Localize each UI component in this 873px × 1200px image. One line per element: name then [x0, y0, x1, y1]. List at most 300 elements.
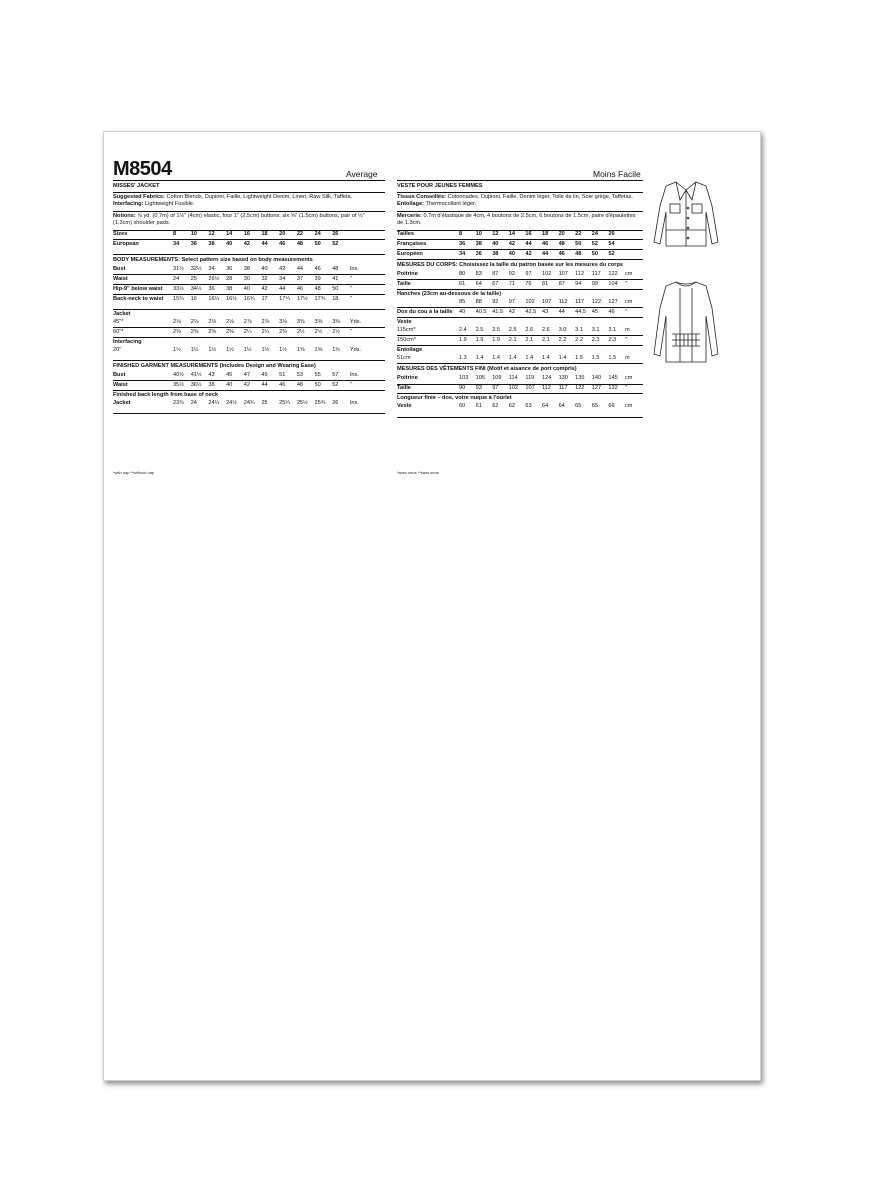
difficulty-level-en: Average	[346, 169, 378, 179]
unit-label: "	[349, 328, 352, 335]
cell-value: 107	[541, 299, 552, 306]
size-value: 22	[575, 231, 582, 238]
entoilage-heading-fr: Entoilage	[397, 345, 643, 355]
table-row	[113, 327, 385, 337]
cell-value: 38	[243, 266, 250, 273]
cell-value: 94	[575, 280, 582, 287]
unit-label: "	[349, 276, 352, 283]
size-value: 48	[296, 241, 304, 248]
notions-fr	[397, 211, 643, 230]
cell-value: 24	[173, 276, 180, 283]
row-label: Jacket	[113, 400, 131, 407]
unit-label: "	[349, 381, 352, 388]
cell-value: 63	[525, 403, 532, 410]
cell-value: 1½	[243, 346, 252, 353]
cell-value: 1⅝	[314, 346, 323, 353]
row-label: Européen	[397, 250, 423, 257]
cell-value: 1.4	[541, 355, 550, 362]
english-column	[113, 180, 385, 414]
unit-label: Yds.	[349, 346, 362, 353]
cell-value: 24¾	[243, 400, 255, 407]
table-row	[113, 372, 385, 381]
size-value: 26	[608, 231, 615, 238]
divider	[397, 417, 643, 418]
tailles-row-fr	[397, 231, 643, 240]
cell-value: 25½	[296, 400, 308, 407]
notions-label-en: Notions:	[113, 212, 136, 219]
cell-value: 16½	[226, 295, 237, 302]
cell-value: 57	[332, 372, 339, 379]
cell-value: 109	[492, 375, 502, 382]
cell-value: 53	[296, 372, 304, 379]
size-value: 20	[558, 231, 565, 238]
hanches-heading-fr: Hanches (23cm au-dessous de la taille)	[397, 289, 643, 299]
cell-value: 17¼	[279, 295, 291, 302]
interfacing-yardage-table-en	[113, 346, 385, 355]
cell-value: 16¾	[243, 295, 255, 302]
row-label: Taille	[397, 280, 411, 287]
cell-value: 102	[508, 385, 519, 392]
table-row	[113, 400, 385, 409]
fabrics-en	[113, 192, 385, 211]
cell-value: 44	[261, 381, 268, 388]
table-row	[397, 299, 643, 308]
row-label: Waist	[113, 381, 128, 388]
size-value: 8	[173, 231, 177, 238]
cell-value: 2⅜	[173, 328, 181, 335]
cell-value: 44	[296, 266, 304, 273]
row-label: Poitrine	[397, 375, 418, 382]
cell-value: 66	[608, 403, 615, 410]
cell-value: 3⅛	[279, 318, 287, 325]
size-value: 24	[314, 231, 321, 238]
interfacing-yardage-heading-en: Interfacing	[113, 337, 385, 347]
cell-value: 61	[475, 403, 482, 410]
cell-value: 3.1	[575, 327, 583, 334]
table-row	[397, 355, 643, 364]
cell-value: 36	[226, 266, 233, 273]
cell-value: 2⅜	[190, 328, 199, 335]
finished-measurements-heading-en: FINISHED GARMENT MEASUREMENTS (Includes Design and Wearing Ease)	[113, 360, 385, 372]
cell-value: 2.6	[525, 327, 534, 334]
difficulty-level-fr: Moins Facile	[593, 169, 641, 179]
size-value: 42	[525, 250, 532, 257]
cell-value: 2.1	[541, 336, 550, 343]
cell-value: 65	[575, 403, 582, 410]
cell-value: 2⅞	[243, 318, 252, 325]
finished-measurements-table-en	[113, 372, 385, 390]
sizes-row-en	[113, 231, 385, 240]
garment-title-en: MISSES' JACKET	[113, 180, 385, 192]
cell-value: 46	[314, 266, 321, 273]
cell-value: 1.9	[459, 336, 467, 343]
cell-value: 119	[525, 375, 535, 382]
row-label: Dos du cou à la taille	[397, 308, 453, 315]
cell-value: 52	[332, 381, 339, 388]
fabrics-label-fr: Tissus Conseillés:	[397, 193, 447, 200]
unit-label: Yds.	[349, 318, 362, 325]
footnote-en: *with nap **without nap	[113, 470, 155, 475]
size-value: 36	[190, 241, 197, 248]
row-label: Veste	[397, 403, 412, 410]
cell-value: 3.0	[558, 327, 567, 334]
cell-value: 16	[190, 295, 197, 302]
cell-value: 122	[608, 271, 618, 278]
cell-value: 117	[591, 271, 601, 278]
cell-value: 40.5	[475, 308, 487, 315]
cell-value: 61	[459, 280, 466, 287]
row-label: 115cm*	[397, 327, 416, 334]
row-label: Taille	[397, 385, 411, 392]
size-value: 48	[575, 250, 582, 257]
cell-value: 62	[508, 403, 516, 410]
cell-value: 40	[459, 308, 466, 315]
cell-value: 93	[475, 385, 482, 392]
cell-value: 117	[558, 385, 568, 392]
row-label: 45"*	[113, 318, 124, 325]
cell-value: 39	[314, 276, 321, 283]
cell-value: 135	[575, 375, 585, 382]
divider	[113, 413, 385, 414]
cell-value: 85	[459, 299, 466, 306]
cell-value: 140	[591, 375, 602, 382]
cell-value: 130	[558, 375, 568, 382]
cell-value: 1.5	[591, 355, 600, 362]
size-value: 52	[332, 241, 339, 248]
fabrics-text-fr: Cotonnades, Dupioni, Faille, Denim léger, Toile de lin, Soie grège, Taffetas.	[447, 193, 633, 200]
cell-value: 24½	[226, 400, 237, 407]
notions-label-fr: Mercerie:	[397, 212, 422, 219]
footnote-fr: *avec sens **sans sens	[397, 470, 439, 475]
cell-value: 38	[226, 285, 233, 292]
table-row	[397, 307, 643, 317]
cell-value: 2.5	[508, 327, 517, 334]
cell-value: 48	[296, 381, 304, 388]
size-value: 34	[173, 241, 180, 248]
cell-value: 122	[575, 385, 585, 392]
cell-value: 2.3	[608, 336, 617, 343]
cell-value: 2.4	[459, 327, 467, 334]
table-row	[397, 403, 643, 412]
cell-value: 46	[608, 308, 615, 315]
size-value: 46	[279, 241, 286, 248]
francaises-row-fr	[397, 239, 643, 249]
cell-value: 16¼	[208, 295, 220, 302]
fabrics-fr	[397, 192, 643, 211]
cell-value: 1½	[261, 346, 270, 353]
longueur-heading-fr: Longueur finie – dos, votre nuque à l'ourlet	[397, 393, 643, 403]
table-row	[113, 284, 385, 294]
size-value: 8	[459, 231, 463, 238]
cell-value: 32½	[190, 266, 202, 273]
cell-value: 122	[591, 299, 602, 306]
cell-value: 42	[243, 381, 250, 388]
size-value: 50	[314, 241, 321, 248]
cell-value: 127	[608, 299, 618, 306]
row-label: 60"*	[113, 328, 124, 335]
cell-value: 88	[475, 299, 482, 306]
unit-label: "	[624, 336, 627, 343]
cell-value: 97	[492, 385, 499, 392]
cell-value: 38	[208, 381, 215, 388]
cell-value: 112	[541, 385, 551, 392]
cell-value: 64	[541, 403, 549, 410]
row-label: Poitrine	[397, 271, 418, 278]
cell-value: 76	[525, 280, 532, 287]
cell-value: 103	[459, 375, 469, 382]
cell-value: 104	[608, 280, 618, 287]
size-value: 14	[508, 231, 516, 238]
jacket-yardage-heading-en: Jacket	[113, 309, 385, 319]
cell-value: 92	[508, 271, 516, 278]
notions-text-fr: 0.7m d'élastique de 4cm, 4 boutons de 2.5cm, 6 boutons de 1.5cm, paire d'épaulettes de 1.3cm.	[397, 212, 636, 227]
body-measurements-table-en	[113, 266, 385, 304]
cell-value: 37	[296, 276, 304, 283]
size-value: 46	[541, 241, 549, 248]
cell-value: 3⅜	[296, 318, 305, 325]
cell-value: 60	[459, 403, 466, 410]
unit-label: "	[624, 280, 627, 287]
cell-value: 34	[208, 266, 215, 273]
cell-value: 145	[608, 375, 618, 382]
size-value: 16	[243, 231, 250, 238]
fabrics-text-en: Cotton Blends, Dupioni, Faille, Lightweight Denim, Linen, Raw Silk, Taffeta.	[166, 193, 353, 200]
size-value: 10	[475, 231, 482, 238]
interfacing-label-fr: Entoilage:	[397, 201, 425, 208]
finished-measurements-table-fr	[397, 375, 643, 393]
cell-value: 2.2	[558, 336, 567, 343]
cell-value: 114	[508, 375, 518, 382]
cell-value: 44	[558, 308, 565, 315]
cell-value: 90	[459, 385, 466, 392]
size-value: 36	[459, 241, 466, 248]
row-label: 150cm*	[397, 336, 416, 343]
european-row-en	[113, 239, 385, 249]
cell-value: 44.5	[575, 308, 587, 315]
size-value: 44	[541, 250, 549, 257]
unit-label: m	[624, 327, 630, 334]
cell-value: 1⅝	[296, 346, 305, 353]
cell-value: 1.9	[475, 336, 484, 343]
cell-value: 105	[475, 375, 485, 382]
cell-value: 40	[226, 381, 233, 388]
size-value: 38	[208, 241, 215, 248]
cell-value: 2⅛	[208, 318, 217, 325]
cell-value: 42.5	[525, 308, 537, 315]
cell-value: 34	[279, 276, 286, 283]
cell-value: 2⅛	[190, 318, 199, 325]
cell-value: 3.1	[608, 327, 617, 334]
size-value: 52	[608, 250, 615, 257]
table-row	[113, 346, 385, 355]
table-row	[397, 270, 643, 279]
cell-value: 62	[492, 403, 499, 410]
unit-label: "	[349, 295, 352, 302]
cell-value: 2¼	[243, 328, 252, 335]
cell-value: 2⅛	[226, 318, 234, 325]
cell-value: 2.3	[591, 336, 600, 343]
cell-value: 17½	[296, 295, 308, 302]
unit-label: "	[624, 385, 627, 392]
row-label: 51cm	[397, 355, 411, 362]
cell-value: 97	[508, 299, 516, 306]
fabrics-label-en: Suggested Fabrics:	[113, 193, 165, 200]
notions-text-en: ⅞ yd. (0.7m) of 1½" (4cm) elastic, four 1" (2.5cm) buttons, six ⅝" (1.5cm) buttons, pair of ½" (1.3cm) shoulder pads.	[113, 212, 365, 227]
table-row	[397, 375, 643, 384]
cell-value: 25¾	[314, 400, 326, 407]
finished-measurements-heading-fr: MESURES DES VÊTEMENTS FINI (Motif et aisance de port compris)	[397, 363, 643, 375]
cell-value: 80	[459, 271, 466, 278]
cell-value: 2⅜	[226, 328, 234, 335]
hanches-table-fr	[397, 299, 643, 317]
cell-value: 41.5	[492, 308, 504, 315]
cell-value: 1.5	[575, 355, 583, 362]
row-label: Tailles	[397, 231, 414, 238]
row-label: 20"	[113, 346, 122, 353]
cell-value: 55	[314, 372, 321, 379]
table-row	[397, 384, 643, 394]
cell-value: 2⅞	[261, 318, 270, 325]
cell-value: 42	[279, 266, 286, 273]
french-column	[397, 180, 643, 418]
cell-value: 45	[226, 372, 233, 379]
garment-title-fr: VESTE POUR JEUNES FEMMES	[397, 180, 643, 192]
unit-label: "	[349, 285, 352, 292]
body-measurements-heading-fr: MESURES DU CORPS: Choisissez la taille du patron basée sur les mesures du corps	[397, 259, 643, 271]
cell-value: 112	[575, 271, 585, 278]
cell-value: 64	[558, 403, 565, 410]
table-row	[113, 266, 385, 275]
body-measurements-table-fr	[397, 270, 643, 288]
cell-value: 65	[591, 403, 598, 410]
size-value: 34	[459, 250, 466, 257]
cell-value: 3.1	[591, 327, 600, 334]
size-value: 44	[525, 241, 532, 248]
cell-value: 87	[492, 271, 499, 278]
cell-value: 42	[261, 285, 268, 292]
cell-value: 102	[525, 299, 535, 306]
cell-value: 83	[475, 271, 482, 278]
size-value: 14	[226, 231, 233, 238]
size-value: 10	[190, 231, 197, 238]
cell-value: 71	[508, 280, 516, 287]
cell-value: 41	[332, 276, 339, 283]
cell-value: 36	[208, 285, 215, 292]
cell-value: 41½	[190, 372, 202, 379]
cell-value: 15¾	[173, 295, 184, 302]
table-row	[113, 318, 385, 327]
cell-value: 2½	[314, 328, 323, 335]
europeen-row-fr	[397, 249, 643, 259]
cell-value: 2½	[332, 328, 340, 335]
cell-value: 1.4	[558, 355, 567, 362]
size-value: 40	[508, 250, 516, 257]
unit-label: Ins.	[349, 372, 359, 379]
row-label: European	[113, 241, 139, 248]
cell-value: 50	[314, 381, 321, 388]
size-value: 16	[525, 231, 532, 238]
cell-value: 35½	[173, 381, 184, 388]
cell-value: 30	[243, 276, 250, 283]
size-value: 24	[591, 231, 598, 238]
cell-value: 46	[279, 381, 286, 388]
cell-value: 24¼	[208, 400, 220, 407]
cell-value: 43	[541, 308, 549, 315]
size-value: 36	[475, 250, 482, 257]
size-value: 12	[208, 231, 215, 238]
size-value: 40	[226, 241, 233, 248]
cell-value: 87	[558, 280, 565, 287]
row-label: Françaises	[397, 241, 427, 248]
cell-value: 40	[243, 285, 250, 292]
entoilage-table-fr	[397, 355, 643, 364]
cell-value: 48	[314, 285, 321, 292]
table-row	[113, 294, 385, 304]
size-value: 18	[261, 231, 268, 238]
size-value: 50	[591, 250, 598, 257]
size-value: 12	[492, 231, 499, 238]
cell-value: 1½	[226, 346, 234, 353]
unit-label: cm	[624, 403, 633, 410]
cell-value: 40½	[173, 372, 184, 379]
cell-value: 97	[525, 271, 532, 278]
cell-value: 25	[261, 400, 268, 407]
size-value: 38	[475, 241, 482, 248]
row-label: Hip-9" below waist	[113, 285, 163, 292]
cell-value: 2⅛	[173, 318, 181, 325]
cell-value: 2.5	[492, 327, 500, 334]
cell-value: 28	[226, 276, 233, 283]
cell-value: 25	[190, 276, 197, 283]
back-length-table-en	[113, 400, 385, 409]
unit-label: Ins.	[349, 400, 359, 407]
cell-value: 32	[261, 276, 268, 283]
unit-label: m	[624, 355, 630, 362]
cell-value: 1.4	[475, 355, 484, 362]
cell-value: 107	[525, 385, 535, 392]
cell-value: 1½	[173, 346, 181, 353]
cell-value: 50	[332, 285, 339, 292]
unit-label: cm	[624, 375, 633, 382]
jacket-back-illustration	[650, 276, 722, 368]
unit-label: Ins.	[349, 266, 359, 273]
cell-value: 42	[508, 308, 516, 315]
row-label: Bust	[113, 372, 126, 379]
cell-value: 1¾	[332, 346, 340, 353]
cell-value: 1½	[279, 346, 287, 353]
row-label: Sizes	[113, 231, 128, 238]
veste-yardage-heading-fr: Veste	[397, 317, 643, 327]
cell-value: 99	[591, 280, 598, 287]
table-row	[397, 279, 643, 289]
cell-value: 2⅜	[208, 328, 217, 335]
cell-value: 23¾	[173, 400, 184, 407]
unit-label: cm	[624, 271, 633, 278]
table-row	[113, 274, 385, 284]
cell-value: 127	[591, 385, 602, 392]
cell-value: 33½	[173, 285, 184, 292]
table-row	[113, 380, 385, 390]
interfacing-text-fr: Thermocollant léger.	[425, 201, 477, 208]
size-value: 48	[558, 241, 565, 248]
row-label: Bust	[113, 266, 126, 273]
size-value: 26	[332, 231, 339, 238]
cell-value: 48	[332, 266, 339, 273]
cell-value: 132	[608, 385, 618, 392]
interfacing-label-en: Interfacing:	[113, 201, 144, 208]
table-row	[397, 335, 643, 345]
size-value: 44	[261, 241, 268, 248]
